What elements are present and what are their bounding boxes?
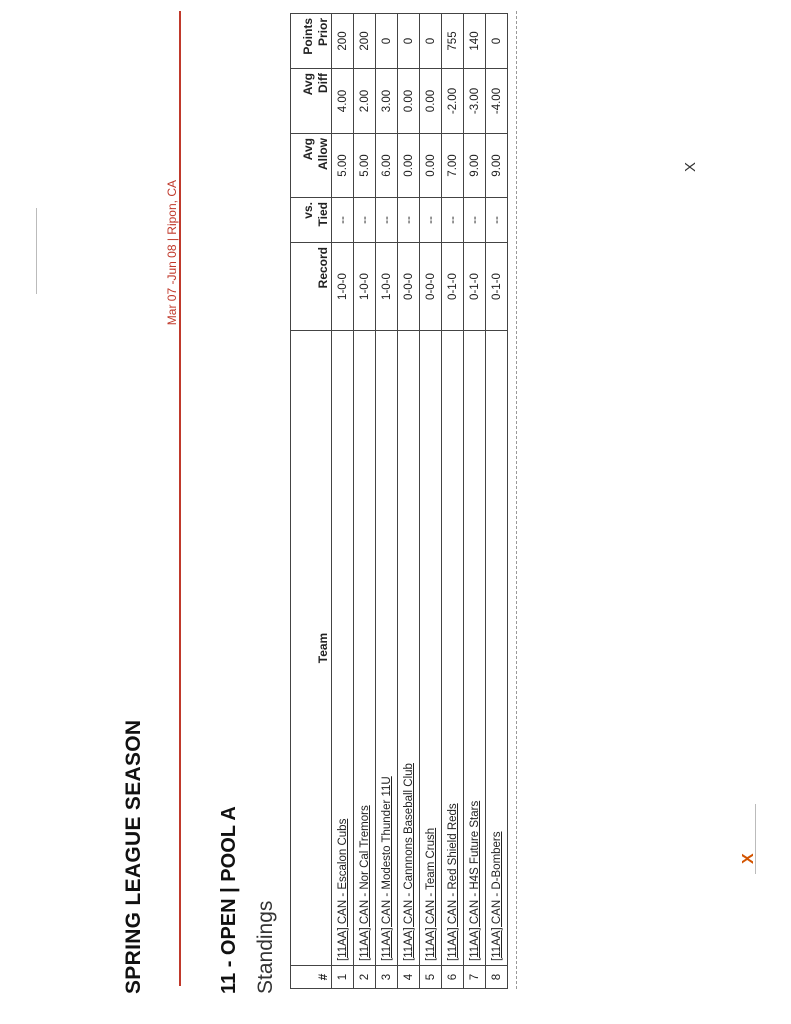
team-name[interactable]: [11AA] CAN - Team Crush [424, 827, 437, 961]
avg-allow-cell: 0.00 [420, 134, 442, 198]
avg-allow-cell: 9.00 [464, 134, 486, 198]
scan-mark-line [36, 208, 37, 294]
avg-diff-cell: -3.00 [464, 69, 486, 134]
table-row [486, 14, 508, 989]
col-vs-tied: vs. Tied [291, 198, 332, 243]
avg-allow-cell: 6.00 [376, 134, 398, 198]
row-num: 2 [354, 966, 376, 989]
points-prior-cell: 0 [398, 14, 420, 69]
section-heading: Standings [254, 900, 277, 994]
table-row [398, 14, 420, 989]
table-row [376, 14, 398, 989]
footer-divider [516, 11, 517, 989]
points-prior-cell: 200 [354, 14, 376, 69]
team-name[interactable]: [11AA] CAN - Escalon Cubs [336, 818, 349, 961]
avg-allow-cell: 9.00 [486, 134, 508, 198]
team-link[interactable] [332, 331, 354, 966]
vs-tied-cell: -- [486, 198, 508, 243]
team-name[interactable]: [11AA] CAN - Red Shield Reds [446, 803, 459, 961]
avg-allow-cell: 5.00 [354, 134, 376, 198]
vs-tied-cell: -- [332, 198, 354, 243]
record-cell: 0-1-0 [486, 243, 508, 331]
points-prior-cell: 200 [332, 14, 354, 69]
table-row [332, 14, 354, 989]
team-link[interactable] [354, 331, 376, 966]
record-cell: 0-1-0 [442, 243, 464, 331]
x-mark: X [682, 161, 699, 172]
avg-diff-cell: 3.00 [376, 69, 398, 134]
avg-diff-cell: -4.00 [486, 69, 508, 134]
row-num: 7 [464, 966, 486, 989]
record-cell: 1-0-0 [332, 243, 354, 331]
vs-tied-cell: -- [464, 198, 486, 243]
row-num: 4 [398, 966, 420, 989]
col-num: # [291, 966, 332, 989]
team-link[interactable] [376, 331, 398, 966]
row-num: 5 [420, 966, 442, 989]
col-avg-allow: Avg Allow [291, 134, 332, 198]
season-title: SPRING LEAGUE SEASON [122, 719, 145, 994]
row-num: 8 [486, 966, 508, 989]
date-location: Mar 07 -Jun 08 | Ripon, CA [165, 180, 179, 326]
table-row [464, 14, 486, 989]
table-header-row [291, 14, 332, 989]
vs-tied-cell: -- [420, 198, 442, 243]
pool-title: 11 - OPEN | POOL A [218, 806, 240, 994]
logo-x-mark: X [740, 853, 757, 864]
avg-diff-cell: -2.00 [442, 69, 464, 134]
col-team: Team [291, 331, 332, 966]
record-cell: 0-0-0 [420, 243, 442, 331]
record-cell: 1-0-0 [376, 243, 398, 331]
team-name[interactable]: [11AA] CAN - D-Bombers [490, 831, 503, 961]
team-name[interactable]: [11AA] CAN - Nor Cal Tremors [358, 805, 371, 961]
team-name[interactable]: [11AA] CAN - H4S Future Stars [468, 800, 481, 961]
col-record: Record [291, 243, 332, 331]
vs-tied-cell: -- [398, 198, 420, 243]
avg-allow-cell: 7.00 [442, 134, 464, 198]
record-cell: 0-0-0 [398, 243, 420, 331]
team-link[interactable] [398, 331, 420, 966]
team-name[interactable]: [11AA] CAN - Cannnons Baseball Club [402, 763, 415, 961]
col-points-prior: Points Prior [291, 14, 332, 69]
avg-diff-cell: 2.00 [354, 69, 376, 134]
team-link[interactable] [442, 331, 464, 966]
team-name[interactable]: [11AA] CAN - Modesto Thunder 11U [380, 776, 393, 961]
col-avg-diff: Avg Diff [291, 69, 332, 134]
points-prior-cell: 0 [376, 14, 398, 69]
row-num: 6 [442, 966, 464, 989]
vs-tied-cell: -- [376, 198, 398, 243]
table-row [420, 14, 442, 989]
team-link[interactable] [464, 331, 486, 966]
row-num: 3 [376, 966, 398, 989]
avg-diff-cell: 4.00 [332, 69, 354, 134]
avg-allow-cell: 5.00 [332, 134, 354, 198]
avg-diff-cell: 0.00 [420, 69, 442, 134]
team-link[interactable] [486, 331, 508, 966]
header-divider [179, 11, 181, 986]
record-cell: 1-0-0 [354, 243, 376, 331]
avg-diff-cell: 0.00 [398, 69, 420, 134]
row-num: 1 [332, 966, 354, 989]
record-cell: 0-1-0 [464, 243, 486, 331]
standings-table [290, 13, 508, 989]
points-prior-cell: 0 [486, 14, 508, 69]
table-row [354, 14, 376, 989]
avg-allow-cell: 0.00 [398, 134, 420, 198]
points-prior-cell: 140 [464, 14, 486, 69]
points-prior-cell: 0 [420, 14, 442, 69]
table-row [442, 14, 464, 989]
vs-tied-cell: -- [354, 198, 376, 243]
vs-tied-cell: -- [442, 198, 464, 243]
points-prior-cell: 755 [442, 14, 464, 69]
team-link[interactable] [420, 331, 442, 966]
